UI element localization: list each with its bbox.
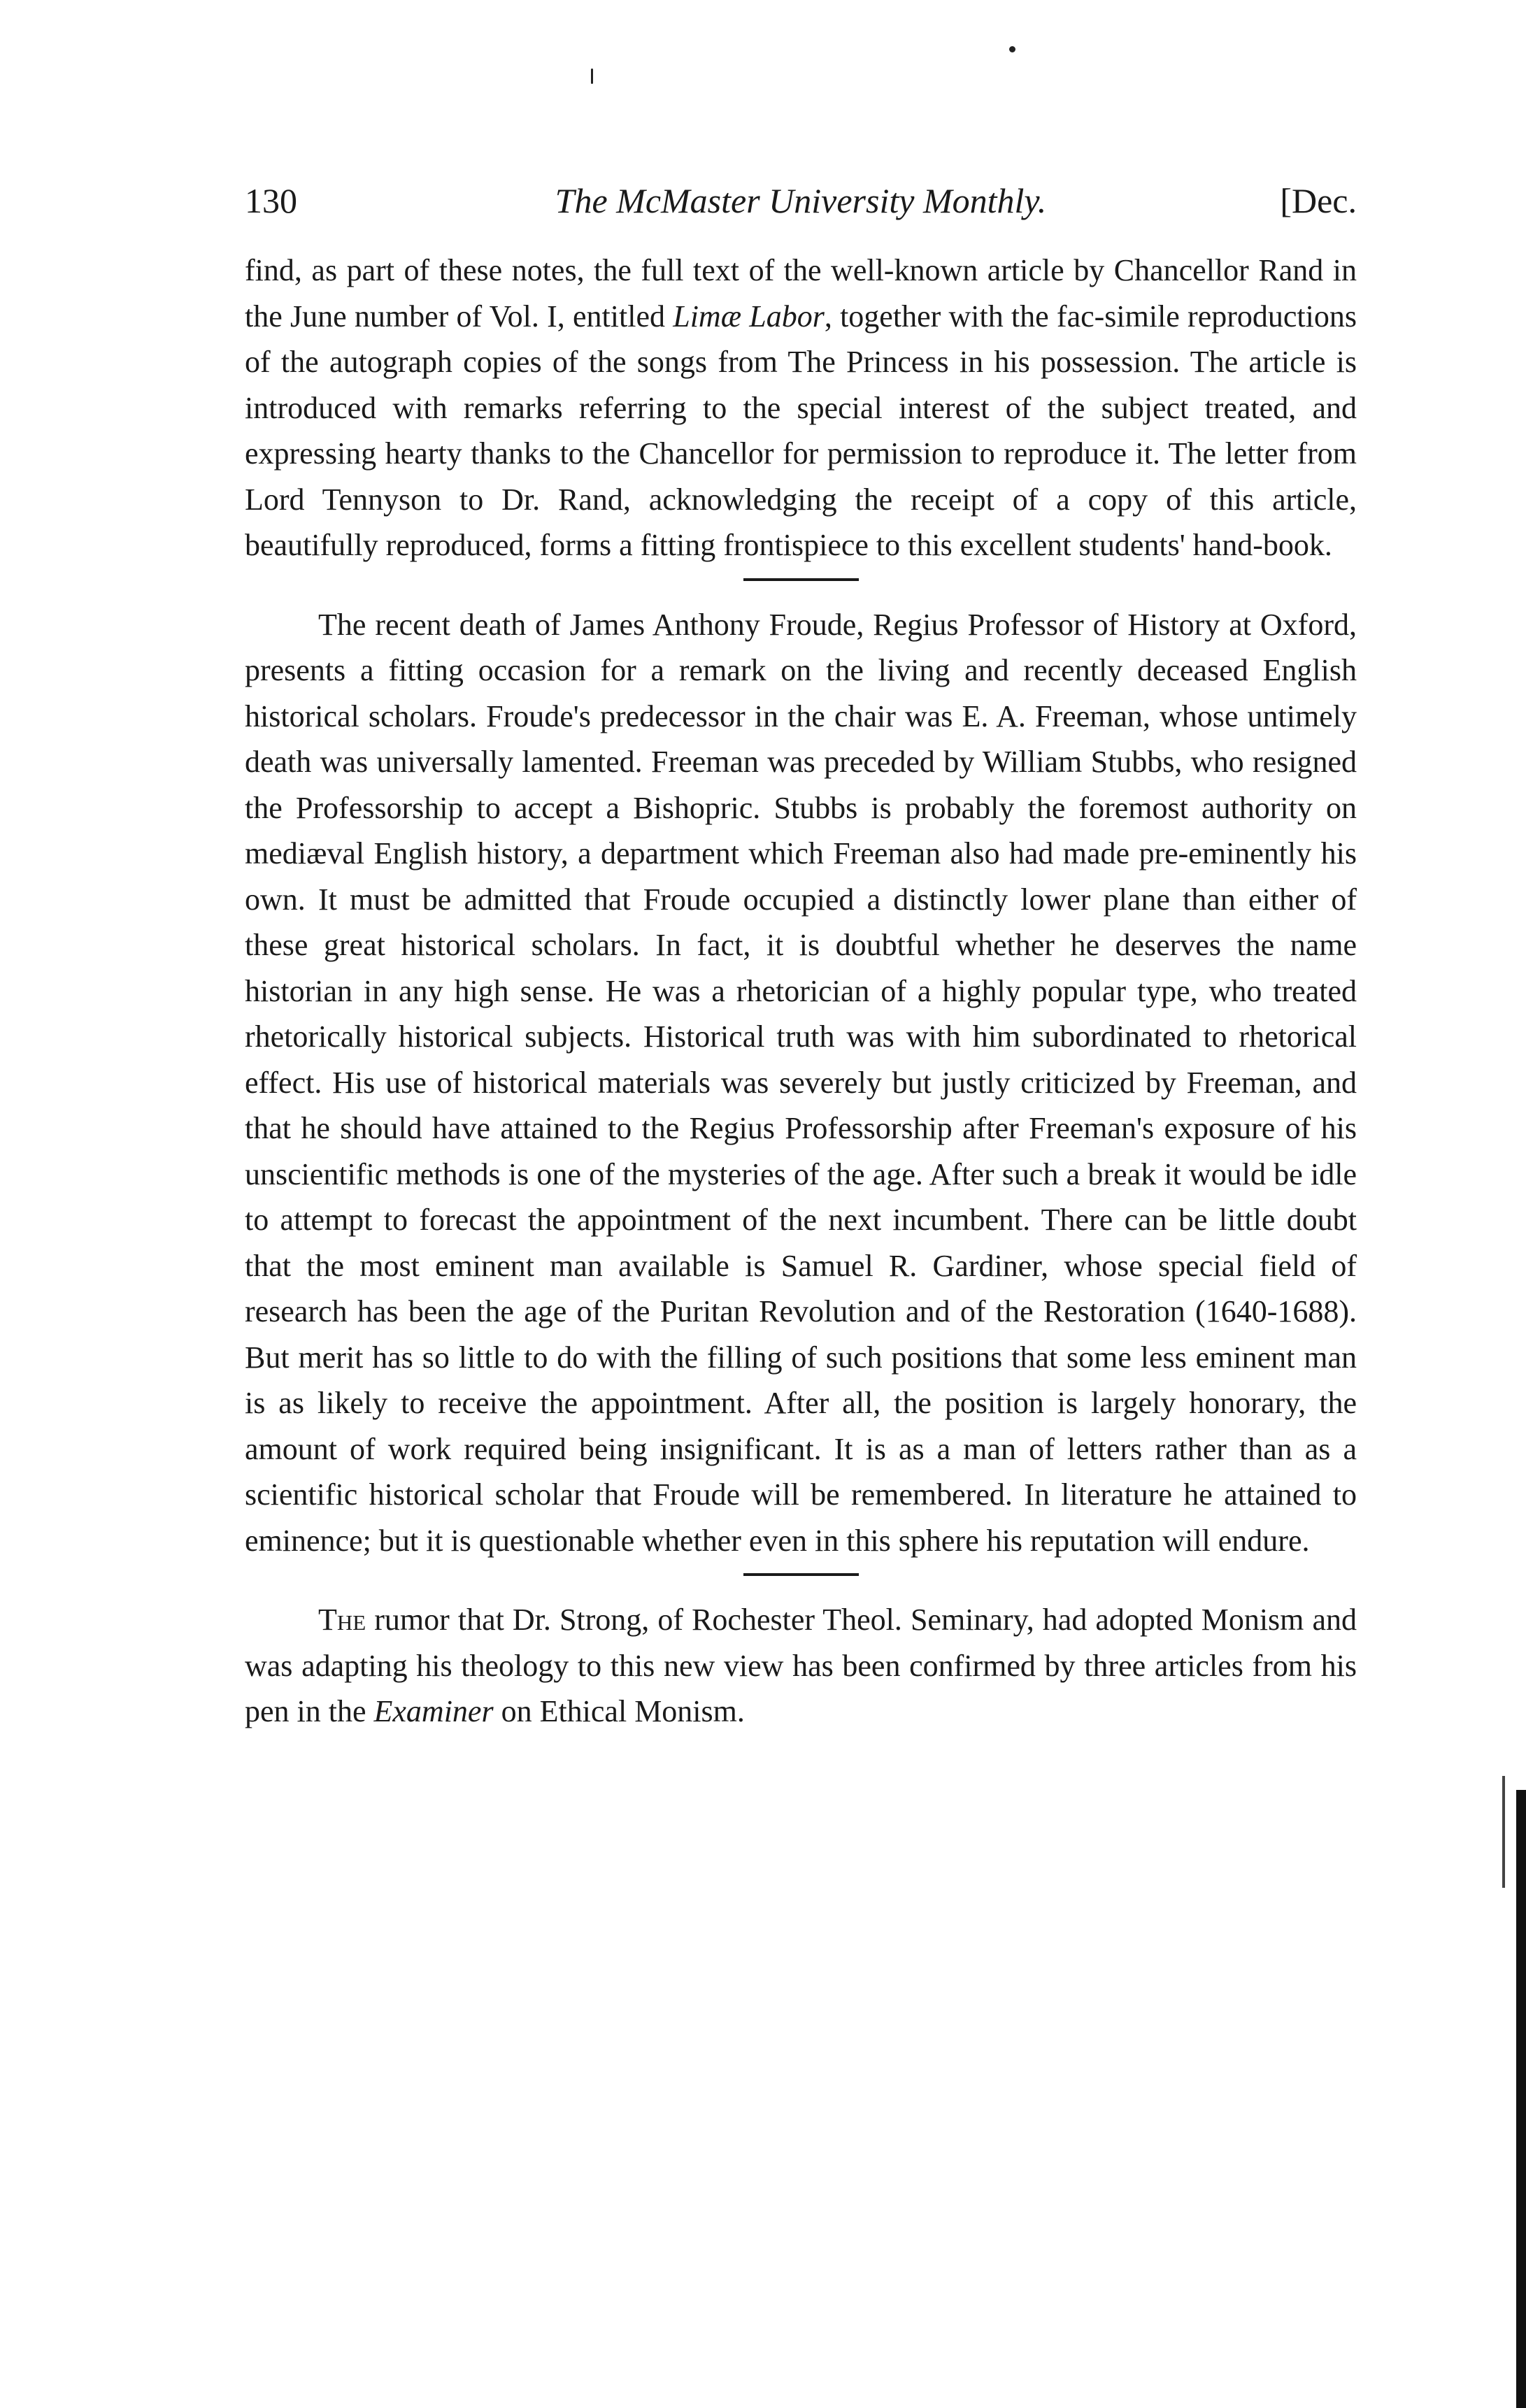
scan-edge <box>1502 1776 1505 1888</box>
issue-month: [Dec. <box>1280 181 1357 220</box>
page-number: 130 <box>245 181 297 220</box>
scan-speck <box>591 69 593 84</box>
running-head <box>245 178 1357 223</box>
scan-edge <box>1516 1790 1526 2408</box>
scan-speck <box>1009 46 1015 52</box>
publication-title: Examiner <box>373 1694 494 1728</box>
article-title: Limæ Labor <box>673 299 825 334</box>
paragraph-continued: find, as part of these notes, the full text of the well-known article by Chancellor Rand in the June number of Vol. I, entitled Limæ Labor, together with the fac-simile reproductions of the autograph copies of the songs from The Princess in his possession. The article is introduced with remarks referring to the special interest of the subject treated, and expressing hearty thanks to the Chancellor for permission to reproduce it. The letter from Lord Tennyson to Dr. Rand, acknowledging the receipt of a copy of this article, beautifully reproduced, forms a fitting frontispiece to this excellent students' hand-book. <box>245 253 1357 562</box>
section-divider <box>743 1573 859 1576</box>
document-page <box>245 178 1357 1735</box>
journal-title: The McMaster University Monthly. <box>555 181 1047 220</box>
section-divider <box>743 578 859 581</box>
paragraph-froude: The recent death of James Anthony Froude, Regius Professor of History at Oxford, presents a fitting occasion for a remark on the living and recently deceased English historical scholars. Froude's predecessor in the chair was E. A. Freeman, whose untimely death was universally lamented. Freeman was preceded by William Stubbs, who resigned the Professorship to accept a Bishopric. Stubbs is probably the foremost authority on mediæval English history, a department which Freeman also had made pre-eminently his own. It must be admitted that Froude occupied a distinctly lower plane than either of these great historical scholars. In fact, it is doubtful whether he deserves the name historian in any high sense. He was a rhetorician of a highly popular type, who treated rhetorically historical subjects. Historical truth was with him subordinated to rhetorical effect. His use of historical materials was severely but justly criticized by Freeman, and that he should have attained to the Regius Professorship after Freeman's exposure of his unscientific methods is one of the mysteries of the age. After such a break it would be idle to attempt to forecast the appointment of the next incumbent. There can be little doubt that the most eminent man available is Samuel R. Gardiner, whose special field of research has been the age of the Puritan Revolution and of the Restoration (1640-1688). But merit has so little to do with the filling of such positions that some less eminent man is as likely to receive the appointment. After all, the position is largely honorary, the amount of work required being insignificant. It is as a man of letters rather than as a scientific historical scholar that Froude will be remembered. In literature he attained to eminence; but it is questionable whether even in this sphere his reputation will endure. <box>245 607 1357 1558</box>
paragraph-strong: The rumor that Dr. Strong, of Rochester Theol. Seminary, had adopted Monism and was adapting his theology to this new view has been confirmed by three articles from his pen in the Examiner on Ethical Monism. <box>245 1603 1357 1728</box>
lead-word: The <box>318 1603 366 1637</box>
